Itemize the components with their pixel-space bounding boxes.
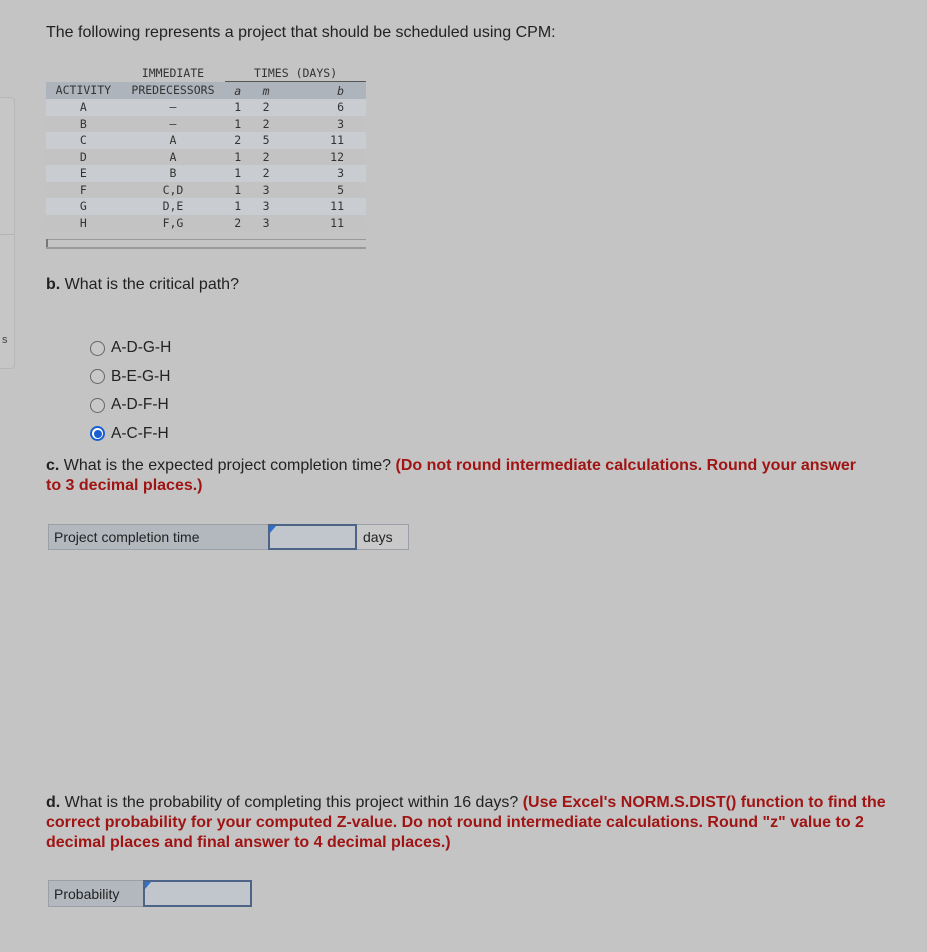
radio-button[interactable]	[90, 341, 105, 356]
a-cell: 2	[225, 215, 250, 232]
activity-cell: C	[46, 132, 121, 149]
b-cell: 12	[282, 149, 366, 166]
radio-button-selected[interactable]	[90, 426, 105, 441]
probability-input[interactable]	[143, 880, 252, 907]
m-cell: 2	[250, 165, 282, 182]
activity-cell: H	[46, 215, 121, 232]
option-label: A-D-F-H	[111, 396, 169, 414]
left-panel-fragment	[0, 97, 15, 369]
critical-path-options	[90, 334, 171, 448]
probability-row	[48, 880, 252, 907]
question-d-prefix: d.	[46, 794, 61, 811]
b-cell: 11	[282, 198, 366, 215]
option-adgh[interactable]	[90, 334, 171, 363]
question-d-instruction: (Use Excel's NORM.S.DIST() function to find the correct probability for your computed Z-value. Do not round intermediate calculations. Round "z" value to 2 decimal places and final answer to 4 decimal places.)	[46, 794, 886, 851]
days-unit-label: days	[357, 524, 409, 550]
table-row	[46, 149, 366, 166]
left-panel-glyph: s	[2, 334, 8, 346]
input-flag-icon	[145, 882, 151, 889]
question-c-prefix: c.	[46, 457, 60, 474]
a-cell: 1	[225, 116, 250, 133]
m-cell: 3	[250, 182, 282, 199]
question-b-text: What is the critical path?	[64, 276, 239, 293]
activity-cell: E	[46, 165, 121, 182]
table-row	[46, 116, 366, 133]
header-a: a	[225, 82, 250, 100]
option-label: A-D-G-H	[111, 339, 172, 357]
predecessor-cell: A	[121, 132, 225, 149]
predecessor-cell: D,E	[121, 198, 225, 215]
b-cell: 3	[282, 116, 366, 133]
b-cell: 5	[282, 182, 366, 199]
radio-button[interactable]	[90, 369, 105, 384]
activity-cell: A	[46, 99, 121, 116]
completion-time-input[interactable]	[268, 524, 357, 550]
question-d-text: What is the probability of completing this project within 16 days?	[64, 794, 519, 811]
a-cell: 1	[225, 182, 250, 199]
m-cell: 2	[250, 116, 282, 133]
a-cell: 2	[225, 132, 250, 149]
input-flag-icon	[270, 526, 276, 533]
completion-time-label: Project completion time	[48, 524, 268, 550]
b-cell: 3	[282, 165, 366, 182]
table-row	[46, 182, 366, 199]
header-activity: ACTIVITY	[46, 82, 121, 100]
m-cell: 3	[250, 215, 282, 232]
table-footer-rule	[46, 239, 366, 249]
intro-text: The following represents a project that should be scheduled using CPM:	[46, 24, 556, 41]
blank-header	[46, 64, 121, 82]
table-row	[46, 132, 366, 149]
header-b: b	[282, 82, 366, 100]
option-begh[interactable]	[90, 363, 171, 392]
table-row	[46, 165, 366, 182]
header-immediate: IMMEDIATE	[141, 65, 205, 80]
table-row	[46, 198, 366, 215]
option-acfh[interactable]	[90, 420, 171, 449]
a-cell: 1	[225, 149, 250, 166]
question-b	[46, 275, 239, 295]
m-cell: 2	[250, 99, 282, 116]
m-cell: 5	[250, 132, 282, 149]
question-c-instruction: (Do not round intermediate calculations. Round your answer to 3 decimal places.)	[46, 457, 857, 494]
header-times: TIMES (DAYS)	[225, 64, 366, 82]
option-label: A-C-F-H	[111, 424, 169, 442]
header-predecessors: PREDECESSORS	[121, 82, 225, 100]
predecessor-cell: F,G	[121, 215, 225, 232]
m-cell: 2	[250, 149, 282, 166]
predecessor-cell: —	[121, 116, 225, 133]
activity-cell: G	[46, 198, 121, 215]
header-m: m	[250, 82, 282, 100]
table-row	[46, 99, 366, 116]
a-cell: 1	[225, 99, 250, 116]
question-d	[46, 793, 896, 853]
question-c	[46, 456, 866, 496]
activity-cell: D	[46, 149, 121, 166]
question-b-prefix: b.	[46, 276, 61, 293]
option-adfh[interactable]	[90, 391, 171, 420]
predecessor-cell: B	[121, 165, 225, 182]
b-cell: 11	[282, 215, 366, 232]
cpm-table-container	[46, 64, 366, 249]
m-cell: 3	[250, 198, 282, 215]
b-cell: 6	[282, 99, 366, 116]
probability-label: Probability	[48, 880, 143, 907]
question-c-text: What is the expected project completion time?	[63, 457, 392, 474]
option-label: B-E-G-H	[111, 367, 171, 385]
radio-button[interactable]	[90, 398, 105, 413]
a-cell: 1	[225, 165, 250, 182]
b-cell: 11	[282, 132, 366, 149]
table-row	[46, 215, 366, 232]
left-panel-divider	[0, 234, 14, 235]
predecessor-cell: A	[121, 149, 225, 166]
activity-cell: B	[46, 116, 121, 133]
cpm-table	[46, 64, 366, 231]
a-cell: 1	[225, 198, 250, 215]
predecessor-cell: —	[121, 99, 225, 116]
activity-cell: F	[46, 182, 121, 199]
predecessor-cell: C,D	[121, 182, 225, 199]
completion-time-row	[48, 524, 409, 550]
